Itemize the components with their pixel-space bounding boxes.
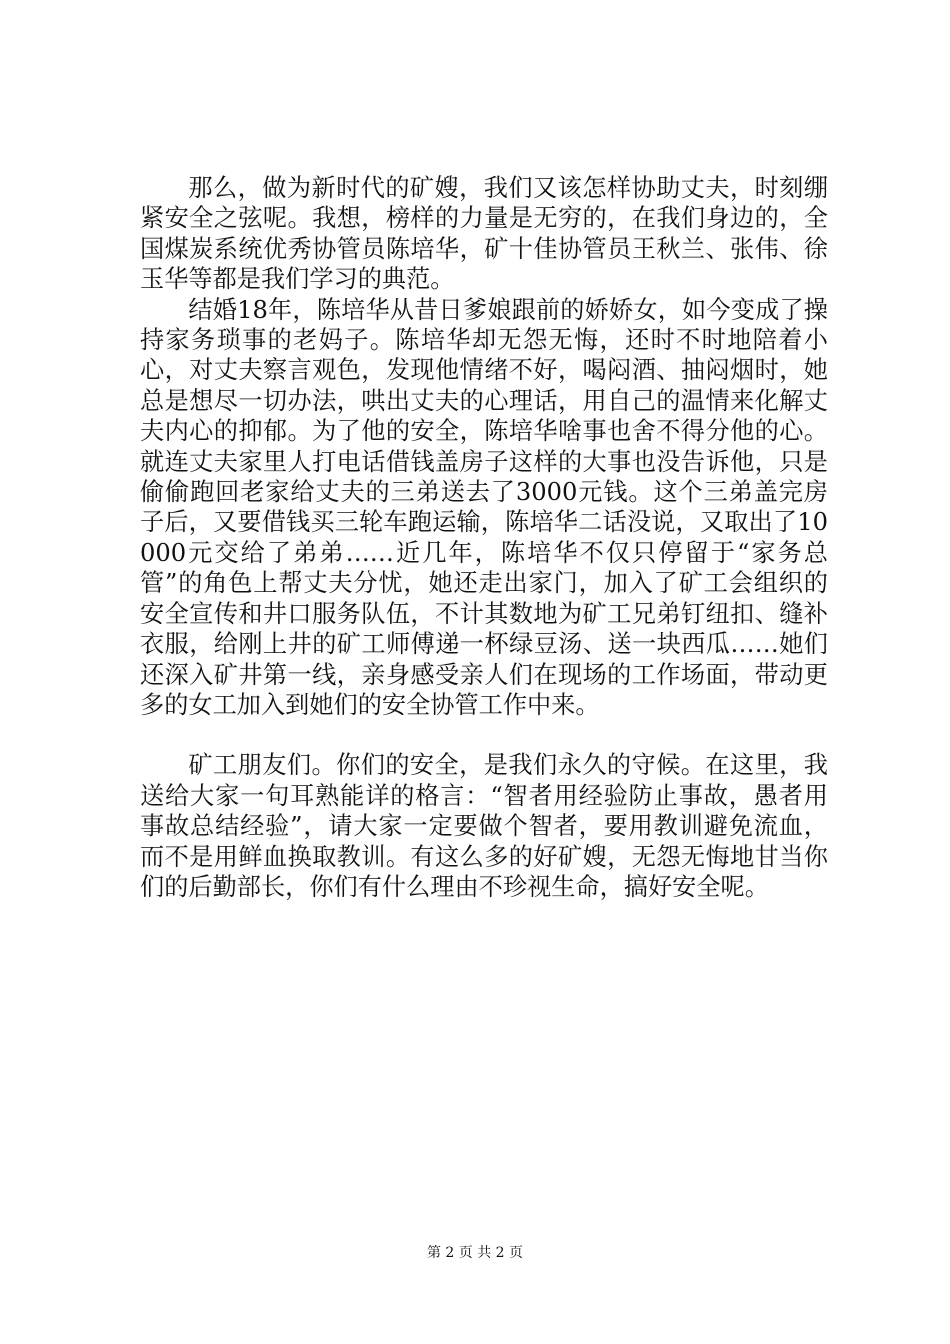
paragraph-role-models: 那么，做为新时代的矿嫂，我们又该怎样协助丈夫，时刻绷紧安全之弦呢。我想，榜样的力量是无穷的，在我们身边的，全国煤炭系统优秀协管员陈培华，矿十佳协管员王秋兰、张伟、徐玉华等都是我们学习的典范。 (140, 174, 828, 294)
page-number-footer: 第 2 页 共 2 页 (426, 1245, 524, 1261)
document-body (140, 173, 828, 902)
paragraph-chen-peihua-story: 结婚18年，陈培华从昔日爹娘跟前的娇娇女，如今变成了操持家务琐事的老妈子。陈培华却无怨无悔，还时不时地陪着小心，对丈夫察言观色，发现他情绪不好，喝闷酒、抽闷烟时，她总是想尽一切办法，哄出丈夫的心理话，用自己的温情来化解丈夫内心的抑郁。为了他的安全，陈培华啥事也舍不得分他的心。就连丈夫家里人打电话借钱盖房子这样的大事也没告诉他，只是偷偷跑回老家给丈夫的三弟送去了3000元钱。这个三弟盖完房子后，又要借钱买三轮车跑运输，陈培华二话没说，又取出了10000元交给了弟弟……近几年，陈培华不仅只停留于“家务总管”的角色上帮丈夫分忧，她还走出家门，加入了矿工会组织的安全宣传和井口服务队伍，不计其数地为矿工兄弟钉纽扣、缝补衣服，给刚上井的矿工师傅递一杯绿豆汤、送一块西瓜……她们还深入矿井第一线，亲身感受亲人们在现场的工作场面，带动更多的女工加入到她们的安全协管工作中来。 (140, 295, 828, 719)
paragraph-closing-message: 矿工朋友们。你们的安全，是我们永久的守候。在这里，我送给大家一句耳熟能详的格言：“智者用经验防止事故，愚者用事故总结经验”，请大家一定要做个智者，要用教训避免流血，而不是用鲜血换取教训。有这么多的好矿嫂，无怨无悔地甘当你们的后勤部长，你们有什么理由不珍视生命，搞好安全呢。 (140, 751, 828, 901)
